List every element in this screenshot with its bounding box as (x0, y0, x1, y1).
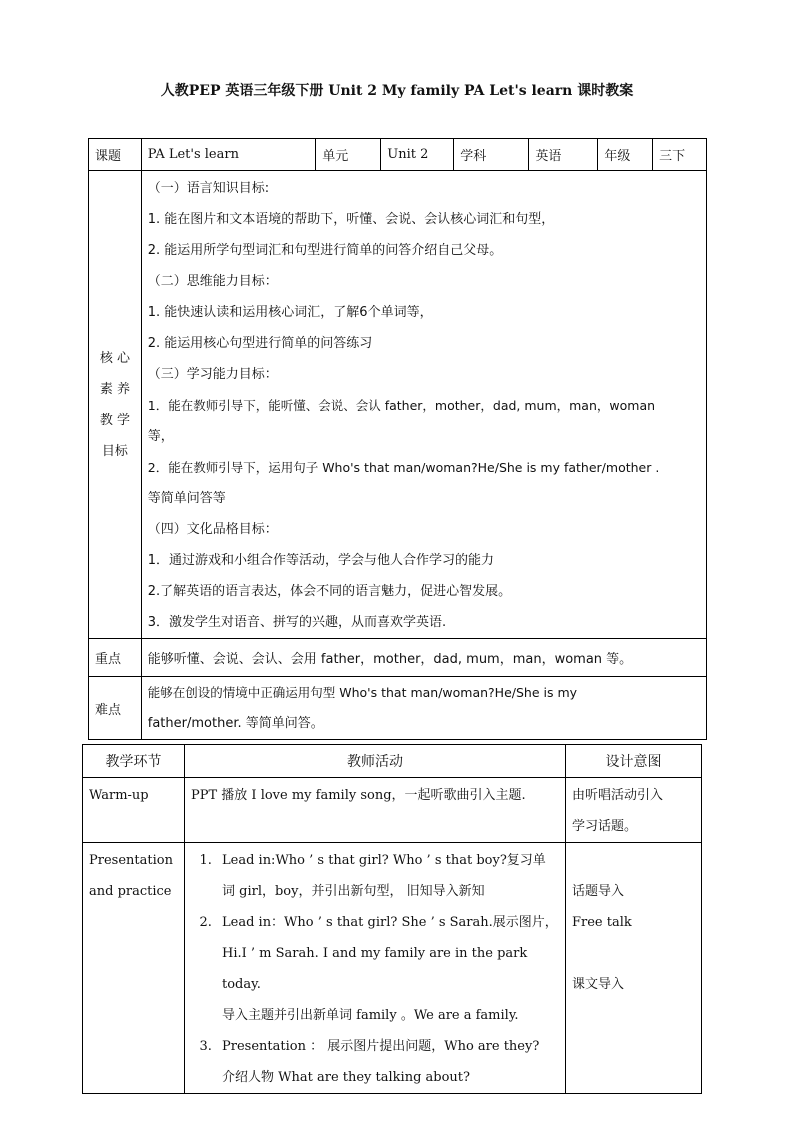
goal-line: 2.了解英语的语言表达，体会不同的语言魅力，促进心智发展。 (147, 584, 512, 599)
goal-line: 2. 能运用核心句型进行简单的问答练习 (147, 336, 373, 351)
grade-label: 年级 (598, 139, 653, 171)
warmup-stage: Warm-up (83, 778, 185, 843)
goal-line: （三）学习能力目标： (147, 367, 278, 382)
teaching-process-table (82, 744, 702, 1094)
goal-line: （二）思维能力目标： (147, 274, 278, 289)
goal-line: 等， (147, 429, 174, 444)
header-design-intent: 设计意图 (566, 745, 702, 778)
subject-value: 英语 (529, 139, 598, 171)
goal-line: 2. 能运用所学句型词汇和句型进行简单的问答介绍自己父母。 (147, 243, 503, 258)
key-point-label: 重点 (89, 639, 142, 677)
goal-line: 1. 能在图片和文本语境的帮助下，听懂、会说、会认核心词汇和句型， (147, 212, 555, 227)
activity-item: 1. Lead in:Who ’ s that girl? Who ’ s that boy?复习单 词 girl，boy，并引出新句型， 旧知导入新知 (216, 845, 559, 907)
goal-line: （四）文化品格目标： (147, 522, 278, 537)
activity-item: 3. Presentation ： 展示图片提出问题，Who are they? 介绍人物 What are they talking about? (216, 1031, 559, 1093)
goal-line: 等简单问答等 (147, 491, 226, 506)
subject-label: 学科 (454, 139, 529, 171)
goal-line: 1. 能快速认读和运用核心词汇，了解6个单词等， (147, 305, 433, 320)
unit-label: 单元 (316, 139, 381, 171)
topic-label: 课题 (89, 139, 142, 171)
key-point-text: 能够听懂、会说、会认、会用 father，mother，dad, mum，man，woman 等。 (141, 639, 706, 677)
goal-line: 1．通过游戏和小组合作等活动，学会与他人合作学习的能力 (147, 553, 495, 568)
goal-line: 1．能在教师引导下，能听懂、会说、会认 father，mother，dad, mum，man，woman (147, 398, 656, 413)
lesson-info-table (88, 138, 707, 740)
goal-line: 3．激发学生对语音、拼写的兴趣，从而喜欢学英语. (147, 615, 447, 630)
difficult-point-text: 能够在创设的情境中正确运用句型 Who's that man/woman?He/She is my father/mother. 等简单问答。 (141, 677, 706, 740)
presentation-intent: 话题导入 Free talk 课文导入 (566, 843, 702, 1094)
header-teacher-activity: 教师活动 (185, 745, 566, 778)
presentation-activities (185, 843, 566, 1094)
header-stage: 教学环节 (83, 745, 185, 778)
difficult-point-label: 难点 (89, 677, 142, 740)
unit-value: Unit 2 (381, 139, 454, 171)
grade-value: 三下 (653, 139, 707, 171)
goal-line: （一）语言知识目标: (147, 181, 270, 196)
warmup-intent: 由听唱活动引入 学习话题。 (566, 778, 702, 843)
presentation-stage: Presentation and practice (83, 843, 185, 1094)
goal-line: 2．能在教师引导下，运用句子 Who's that man/woman?He/She is my father/mother . (147, 460, 660, 475)
goals-content (141, 171, 706, 639)
document-title: 人教PEP 英语三年级下册 Unit 2 My family PA Let's learn 课时教案 (160, 83, 634, 99)
goals-label: 核 心 素 养 教 学 目标 (89, 171, 142, 639)
activity-item: 2. Lead in：Who ’ s that girl? She ’ s Sarah.展示图片， Hi.I ’ m Sarah. I and my family are in the park today. 导入主题并引出新单词 family 。We are a family. (216, 907, 559, 1031)
topic-value: PA Let's learn (141, 139, 316, 171)
warmup-activity: PPT 播放 I love my family song，一起听歌曲引入主题. (185, 778, 566, 843)
